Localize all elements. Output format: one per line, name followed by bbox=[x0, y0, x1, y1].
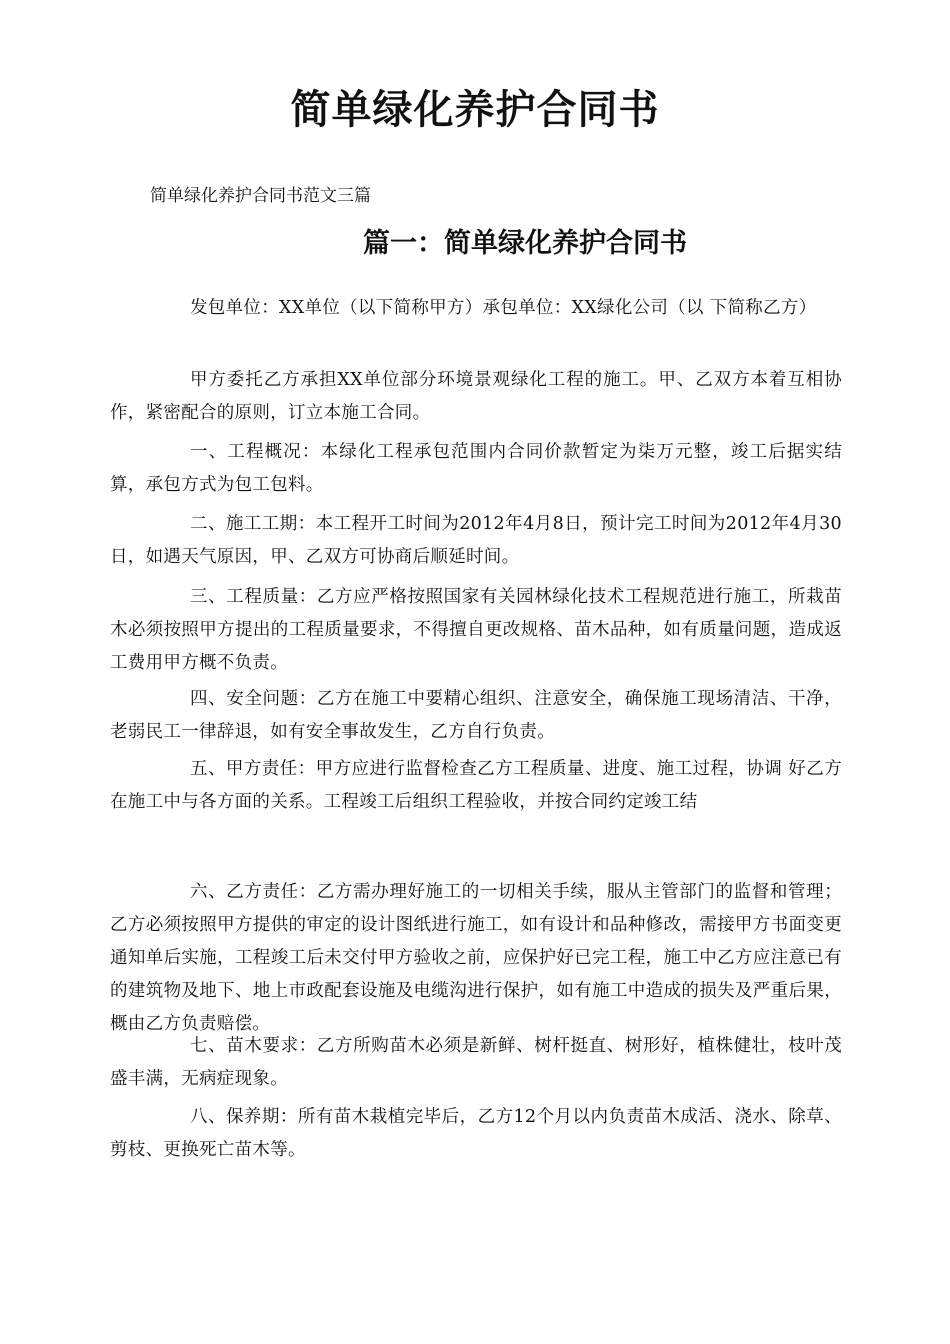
paragraph-project-overview: 一、工程概况：本绿化工程承包范围内合同价款暂定为柒万元整，竣工后据实结算，承包方式为包工包料。 bbox=[110, 442, 842, 495]
document-title: 简单绿化养护合同书 bbox=[290, 87, 660, 133]
paragraph-party-b-duty: 六、乙方责任：乙方需办理好施工的一切相关手续，服从主管部门的监督和管理；乙方必须按照甲方提供的审定的设计图纸进行施工，如有设计和品种修改，需接甲方书面变更通知单后实施，工程竣工后未交付甲方验收之前，应保护好已完工程，施工中乙方应注意已有的建筑物及地下、地上市政配套设施及电缆沟进行保护，如有施工中造成的损失及严重后果，概由乙方负责赔偿。 bbox=[110, 882, 842, 1034]
paragraph-seedling-requirements: 七、苗木要求：乙方所购苗木必须是新鲜、树杆挺直、树形好，植株健壮，枝叶茂盛丰满，无病症现象。 bbox=[110, 1036, 842, 1089]
paragraph-maintenance-period: 八、保养期：所有苗木栽植完毕后，乙方12个月以内负责苗木成活、浇水、除草、剪枝、更换死亡苗木等。 bbox=[110, 1107, 842, 1160]
paragraph-intro: 甲方委托乙方承担XX单位部分环境景观绿化工程的施工。甲、乙双方本着互相协作，紧密配合的原则，订立本施工合同。 bbox=[110, 370, 842, 423]
paragraph-safety: 四、安全问题：乙方在施工中要精心组织、注意安全，确保施工现场清洁、干净，老弱民工一律辞退，如有安全事故发生，乙方自行负责。 bbox=[110, 689, 842, 742]
paragraph-parties: 发包单位：XX单位（以下简称甲方）承包单位：XX绿化公司（以 下简称乙方） bbox=[190, 298, 817, 318]
paragraph-party-a-duty: 五、甲方责任：甲方应进行监督检查乙方工程质量、进度、施工过程，协调 好乙方在施工中与各方面的关系。工程竣工后组织工程验收，并按合同约定竣工结 bbox=[110, 759, 842, 812]
paragraph-schedule: 二、施工工期：本工程开工时间为2012年4月8日，预计完工时间为2012年4月30日，如遇天气原因，甲、乙双方可协商后顺延时间。 bbox=[110, 514, 842, 567]
document-subtitle: 简单绿化养护合同书范文三篇 bbox=[150, 186, 371, 206]
paragraph-quality: 三、工程质量：乙方应严格按照国家有关园林绿化技术工程规范进行施工，所栽苗木必须按照甲方提出的工程质量要求，不得擅自更改规格、苗木品种，如有质量问题，造成返工费用甲方概不负责。 bbox=[110, 587, 842, 673]
section-heading: 篇一：简单绿化养护合同书 bbox=[363, 228, 687, 259]
